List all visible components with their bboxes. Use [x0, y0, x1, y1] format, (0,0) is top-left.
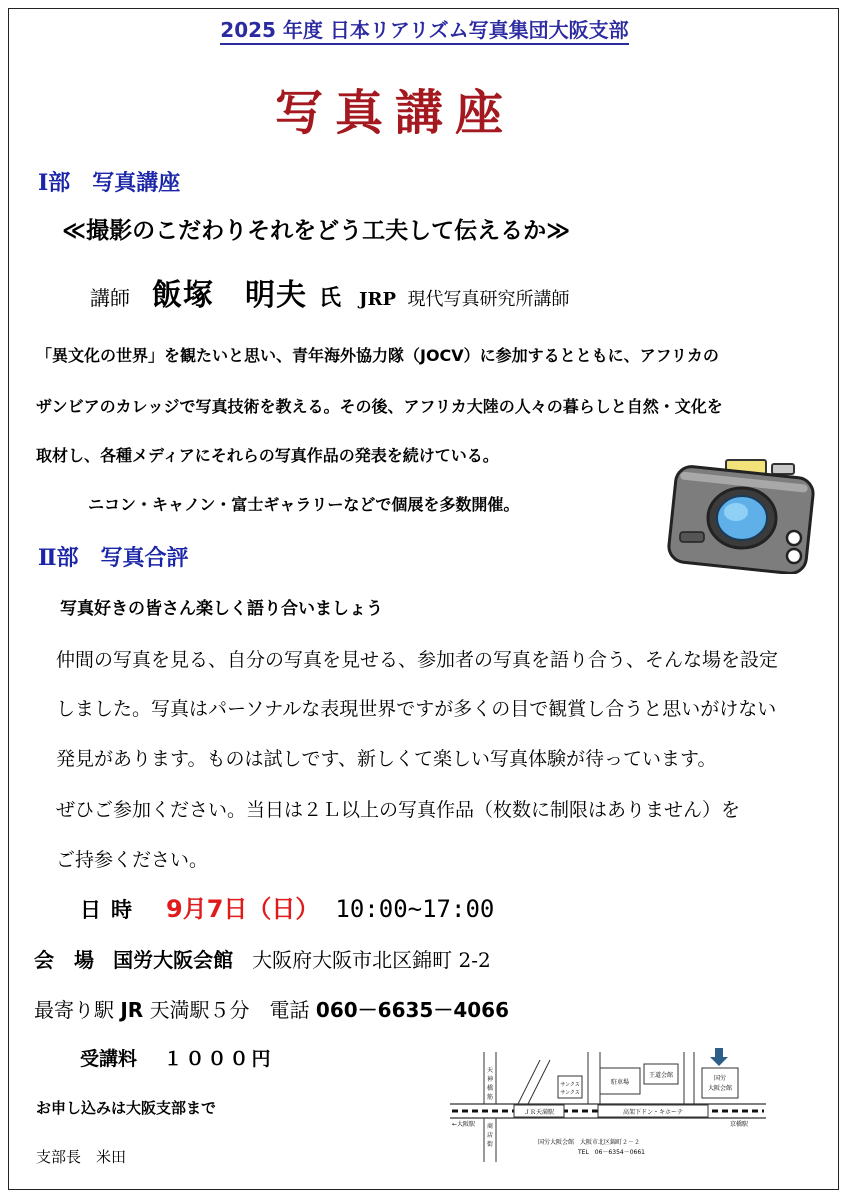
part1-subtitle: ≪撮影のこだわりそれをどう工夫して伝えるか≫	[62, 218, 571, 244]
fee-value: １０００円	[163, 1048, 274, 1070]
lecturer-org-abbr: JRP	[359, 289, 397, 310]
lecturer-org-title: 現代写真研究所講師	[407, 289, 570, 310]
datetime-label: 日時	[80, 898, 142, 922]
lecturer-suffix: 氏	[319, 286, 342, 311]
branch-chief: 支部長 米田	[36, 1148, 127, 1166]
part2-line-2: しました。写真はパーソナルな表現世界ですが多くの目で観賞し合うと思いがけない	[56, 698, 777, 720]
map-label-road: 高架下ドン・キホーテ	[622, 1109, 684, 1116]
station-line: JR	[120, 998, 144, 1022]
map-label-sunkus-1: サンクス	[560, 1082, 580, 1088]
phone-number: 060－6635－4066	[315, 998, 509, 1022]
lecturer-affiliation	[359, 285, 569, 311]
map-label-kokurou-2: 大阪会館	[707, 1085, 733, 1092]
part2-line-4: ぜひご参加ください。当日は２Ｌ以上の写真作品（枚数に制限はありません）を	[56, 799, 741, 821]
part2-line-1: 仲間の写真を見る、自分の写真を見せる、参加者の写真を語り合う、そんな場を設定	[56, 649, 779, 671]
map-label-shoten-2: 店	[486, 1132, 494, 1139]
event-date: 9月7日（日）	[166, 895, 320, 923]
access-map	[448, 1046, 778, 1164]
datetime-row	[80, 889, 494, 924]
part2-line-5: ご持参ください。	[56, 849, 209, 871]
venue-row	[34, 944, 491, 973]
bio-line-1: 「異文化の世界」を観たいと思い、青年海外協力隊（JOCV）に参加するとともに、アフリカの	[36, 346, 719, 365]
lecturer-label: 講師	[90, 286, 130, 310]
fee-label: 受講料	[80, 1048, 138, 1070]
part2-line-3: 発見があります。ものは試しです、新しくて楽しい写真体験が待っています。	[56, 748, 717, 770]
map-address-line-2: TEL 06－6354－0661	[578, 1149, 645, 1156]
map-label-tenjin-3: 橋	[486, 1085, 494, 1092]
venue-name: 国労大阪会館	[113, 948, 234, 972]
part1-heading: Ⅰ部 写真講座	[38, 170, 181, 196]
event-time: 10:00~17:00	[335, 895, 495, 923]
map-label-parking: 駐車場	[610, 1079, 630, 1086]
lecturer-row	[90, 270, 569, 314]
bio-line-4: ニコン・キャノン・富士ギャラリーなどで個展を多数開催。	[88, 495, 520, 514]
map-label-shoten-3: 街	[486, 1141, 494, 1148]
venue-address: 大阪府大阪市北区錦町 2-2	[252, 948, 491, 972]
bio-line-2: ザンビアのカレッジで写真技術を教える。その後、アフリカ大陸の人々の暮らしと自然・文化を	[36, 397, 723, 416]
station-row	[34, 994, 509, 1023]
apply-note: お申し込みは大阪支部まで	[36, 1099, 217, 1117]
map-address-line-1: 国労大阪会館 大阪市北区錦町２－２	[538, 1139, 641, 1146]
part2-heading: Ⅱ部 写真合評	[38, 545, 189, 571]
organization-title: 2025 年度 日本リアリズム写真集団大阪支部	[0, 14, 849, 43]
map-label-tenjin-1: 天	[486, 1067, 494, 1074]
lecturer-name: 飯塚 明夫	[152, 278, 307, 313]
camera-icon	[664, 456, 820, 574]
venue-label: 会 場	[34, 948, 94, 972]
map-label-kokurou-1: 国労	[713, 1075, 727, 1082]
station-prefix: 最寄り駅	[34, 998, 114, 1022]
main-title: 写真講座	[274, 85, 515, 141]
map-label-oji: 王道会館	[648, 1072, 674, 1079]
map-label-osaka-station: ←大阪駅	[452, 1121, 476, 1128]
map-label-sunkus-2: サンクス	[560, 1090, 580, 1096]
map-label-jr-station: ＪＲ天満駅	[523, 1109, 555, 1116]
map-label-shoten-1: 商	[486, 1123, 494, 1130]
map-label-tenjin-2: 神	[486, 1076, 494, 1083]
station-rest: 天満駅５分 電話	[149, 998, 310, 1022]
part2-lead: 写真好きの皆さん楽しく語り合いましょう	[60, 599, 383, 619]
map-label-tenjin-4: 筋	[486, 1094, 494, 1101]
fee-row	[80, 1044, 274, 1071]
map-label-kyobashi: 京橋駅	[730, 1121, 749, 1128]
bio-line-3: 取材し、各種メディアにそれらの写真作品の発表を続けている。	[36, 446, 499, 465]
